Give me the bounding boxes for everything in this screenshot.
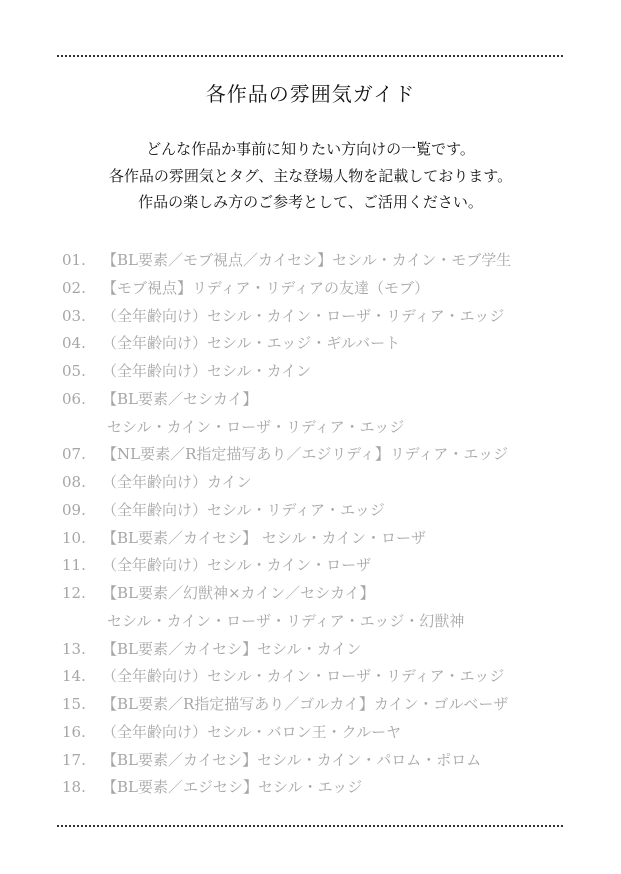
list-item bbox=[62, 275, 562, 303]
item-text: 【BL要素／カイセシ】セシル・カイン・パロム・ポロム bbox=[102, 750, 482, 769]
intro-text bbox=[0, 136, 621, 216]
intro-line: どんな作品か事前に知りたい方向けの一覧です。 bbox=[146, 140, 475, 158]
list-item bbox=[62, 747, 562, 775]
item-text: 【BL要素／幻獣神×カイン／セシカイ】 bbox=[102, 584, 375, 602]
item-number: 01. bbox=[62, 251, 86, 269]
item-text: （全年齢向け）カイン bbox=[102, 473, 252, 491]
work-list bbox=[62, 247, 562, 802]
item-text: （全年齢向け）セシル・カイン bbox=[102, 362, 312, 380]
item-number: 11. bbox=[62, 556, 86, 575]
item-number: 10. bbox=[62, 528, 86, 547]
list-item bbox=[62, 303, 562, 331]
list-item bbox=[62, 247, 562, 275]
item-text: （全年齢向け）セシル・エッジ・ギルバート bbox=[102, 334, 401, 353]
item-text: 【BL要素／モブ視点／カイセシ】セシル・カイン・モブ学生 bbox=[102, 251, 512, 269]
item-text: 【BL要素／エジセシ】セシル・エッジ bbox=[102, 778, 363, 797]
page-title: 各作品の雰囲気ガイド bbox=[205, 82, 416, 106]
item-number: 06. bbox=[62, 389, 86, 408]
item-number: 05. bbox=[62, 362, 86, 380]
item-number: 18. bbox=[62, 778, 86, 797]
item-number: 09. bbox=[62, 500, 86, 519]
item-number: 12. bbox=[62, 584, 86, 602]
item-text: 【NL要素／R指定描写あり／エジリディ】リディア・エッジ bbox=[102, 445, 509, 464]
item-number: 13. bbox=[62, 639, 86, 658]
item-number: 14. bbox=[62, 667, 86, 686]
list-item bbox=[62, 441, 562, 469]
item-text: （全年齢向け）セシル・カイン・ローザ bbox=[102, 556, 372, 575]
list-item bbox=[62, 691, 562, 719]
list-item bbox=[62, 469, 562, 497]
item-number: 15. bbox=[62, 695, 86, 713]
list-item bbox=[62, 386, 562, 414]
list-item bbox=[62, 358, 562, 386]
item-text: 【モブ視点】リディア・リディアの友達（モブ） bbox=[102, 278, 430, 297]
item-text: 【BL要素／カイセシ】セシル・カイン bbox=[102, 639, 362, 658]
list-item bbox=[62, 580, 562, 608]
list-item bbox=[62, 552, 562, 580]
item-text: （全年齢向け）セシル・カイン・ローザ・リディア・エッジ bbox=[102, 667, 505, 686]
list-item bbox=[62, 636, 562, 664]
item-text: （全年齢向け）セシル・カイン・ローザ・リディア・エッジ bbox=[102, 306, 505, 325]
list-item bbox=[62, 330, 562, 358]
item-number: 02. bbox=[62, 278, 86, 297]
top-dotted-divider bbox=[57, 55, 563, 57]
item-characters-continued: セシル・カイン・ローザ・リディア・エッジ・幻獣神 bbox=[107, 611, 465, 630]
item-number: 08. bbox=[62, 473, 86, 491]
item-number: 04. bbox=[62, 334, 86, 353]
item-number: 07. bbox=[62, 445, 86, 464]
item-number: 03. bbox=[62, 306, 86, 325]
item-text: 【BL要素／セシカイ】 bbox=[102, 389, 258, 408]
bottom-dotted-divider bbox=[57, 825, 563, 827]
list-item bbox=[62, 663, 562, 691]
list-item bbox=[62, 497, 562, 525]
list-item bbox=[62, 719, 562, 747]
intro-line: 作品の楽しみ方のご参考として、ご活用ください。 bbox=[138, 193, 483, 211]
item-text: 【BL要素／カイセシ】 セシル・カイン・ローザ bbox=[102, 528, 427, 547]
item-number: 16. bbox=[62, 722, 86, 741]
item-text: （全年齢向け）セシル・リディア・エッジ bbox=[102, 500, 385, 519]
item-text: 【BL要素／R指定描写あり／ゴルカイ】カイン・ゴルベーザ bbox=[102, 695, 509, 713]
item-text: （全年齢向け）セシル・バロン王・クルーヤ bbox=[102, 722, 402, 741]
list-item bbox=[62, 525, 562, 553]
list-item bbox=[62, 774, 562, 802]
item-number: 17. bbox=[62, 750, 86, 769]
intro-line: 各作品の雰囲気とタグ、主な登場人物を記載しております。 bbox=[108, 166, 513, 185]
item-characters-continued: セシル・カイン・ローザ・リディア・エッジ bbox=[107, 417, 405, 436]
